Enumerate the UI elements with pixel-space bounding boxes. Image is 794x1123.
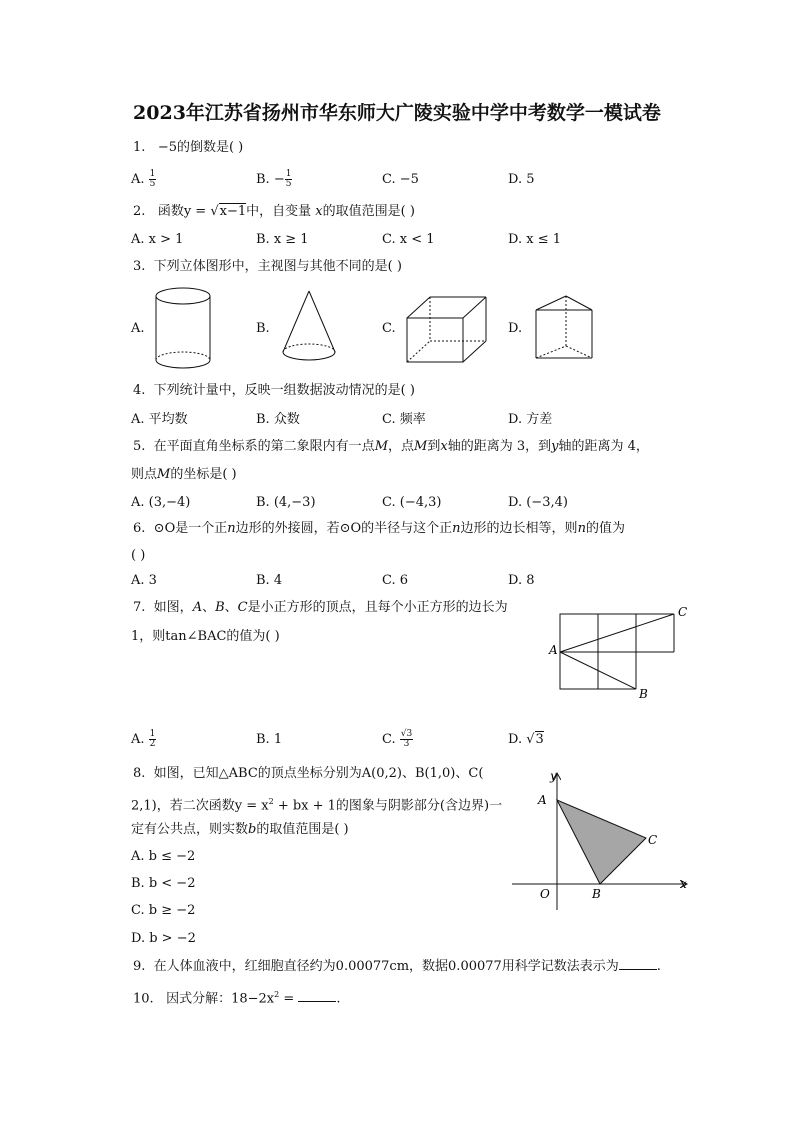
q1-option-c: C. −5 [382,172,419,187]
question-4: 4. 下列统计量中，反映一组数据波动情况的是( ) [133,383,415,398]
q4-option-a: A. 平均数 [131,412,188,427]
question-8-line-3: 定有公共点，则实数b的取值范围是( ) [131,822,349,837]
q3-option-d: D. [508,321,523,336]
q8-option-d: D. b > −2 [131,931,196,946]
q8-option-c: C. b ≥ −2 [131,903,196,918]
question-7: 7. 如图，A、B、C是小正方形的顶点，且每个小正方形的边长为 [133,600,508,615]
q2-option-a: A. x > 1 [131,232,184,247]
question-1 [133,138,243,158]
q6-option-d: D. 8 [508,573,535,588]
q8-option-b: B. b < −2 [131,876,196,891]
q2-option-d: D. x ≤ 1 [508,232,561,247]
question-9: 9. 在人体血液中，红细胞直径约为0.00077cm，数据0.00077用科学记数法表示为 . [133,959,661,974]
question-5: 5. 在平面直角坐标系的第二象限内有一点M，点M到x轴的距离为 3，到y轴的距离为 4， [133,439,649,454]
q6-option-b: B. 4 [256,573,283,588]
q3-option-c: C. [382,321,396,336]
label-a: A [538,793,547,807]
question-10: 10. 因式分解：$18-2x^2$ = . [133,990,341,1007]
answer-blank[interactable] [619,957,657,970]
q7-option-c: C. $\frac{√3}{3}$ [382,729,413,749]
q4-option-d: D. 方差 [508,412,553,427]
question-8: 8. 如图，已知△ABC的顶点坐标分别为A(0,2)、B(1,0)、C( [133,766,484,781]
label-c: C [648,833,658,847]
question-6: 6. ⊙O是一个正n边形的外接圆，若⊙O的半径与这个正n边形的边长相等，则n的值为 [133,521,625,536]
cube-figure [404,294,494,366]
q7-option-a: A. $\frac{1}{2}$ [131,729,156,749]
axis-y-label: y [550,769,557,783]
axis-x-label: x [680,877,687,891]
label-b: B [639,687,648,701]
label-c: C [678,605,688,619]
q6-option-c: C. 6 [382,573,409,588]
q5-option-d: D. (−3,4) [508,495,568,510]
q6-option-a: A. 3 [131,573,157,588]
question-stem: −5的倒数是( ) [157,140,244,155]
prism-figure [530,292,598,364]
q5-option-a: A. (3,−4) [131,495,191,510]
q5-option-b: B. (4,−3) [256,495,316,510]
grid-figure [544,598,694,702]
coordinate-figure [508,764,696,914]
label-b: B [592,887,601,901]
q7-option-b: B. 1 [256,732,283,747]
answer-blank[interactable] [298,989,336,1002]
question-8-line-2: 2,1)，若二次函数$y = x^2$ + bx + 1的图象与阴影部分(含边界)一 [131,797,503,814]
cylinder-figure [150,286,220,372]
q3-option-a: A. [131,321,145,336]
q2-option-c: C. x < 1 [382,232,435,247]
label-a: A [549,643,558,657]
question-7-line-2: 1，则tan∠BAC的值为( ) [131,629,280,644]
question-2: 2. 函数y = √x−1中，自变量 x的取值范围是( ) [133,204,415,219]
question-number: 1. [133,140,146,155]
q1-option-b: B. − $\frac{1}{5}$ [256,169,292,189]
q1-option-a: A. $\frac{1}{5}$ [131,169,156,189]
page-title: 2023年江苏省扬州市华东师大广陵实验中学中考数学一模试卷 [133,102,661,124]
q3-option-b: B. [256,321,270,336]
q2-option-b: B. x ≥ 1 [256,232,309,247]
question-3: 3. 下列立体图形中，主视图与其他不同的是( ) [133,259,402,274]
q4-option-b: B. 众数 [256,412,300,427]
q4-option-c: C. 频率 [382,412,426,427]
q8-option-a: A. b ≤ −2 [131,849,196,864]
cone-figure [276,288,346,368]
question-6-line-2: ( ) [131,548,146,563]
q5-option-c: C. (−4,3) [382,495,442,510]
q7-option-d: D. √3 [508,732,544,747]
question-5-line-2: 则点M的坐标是( ) [131,467,237,482]
origin-label: O [540,887,550,901]
q1-option-d: D. 5 [508,172,535,187]
